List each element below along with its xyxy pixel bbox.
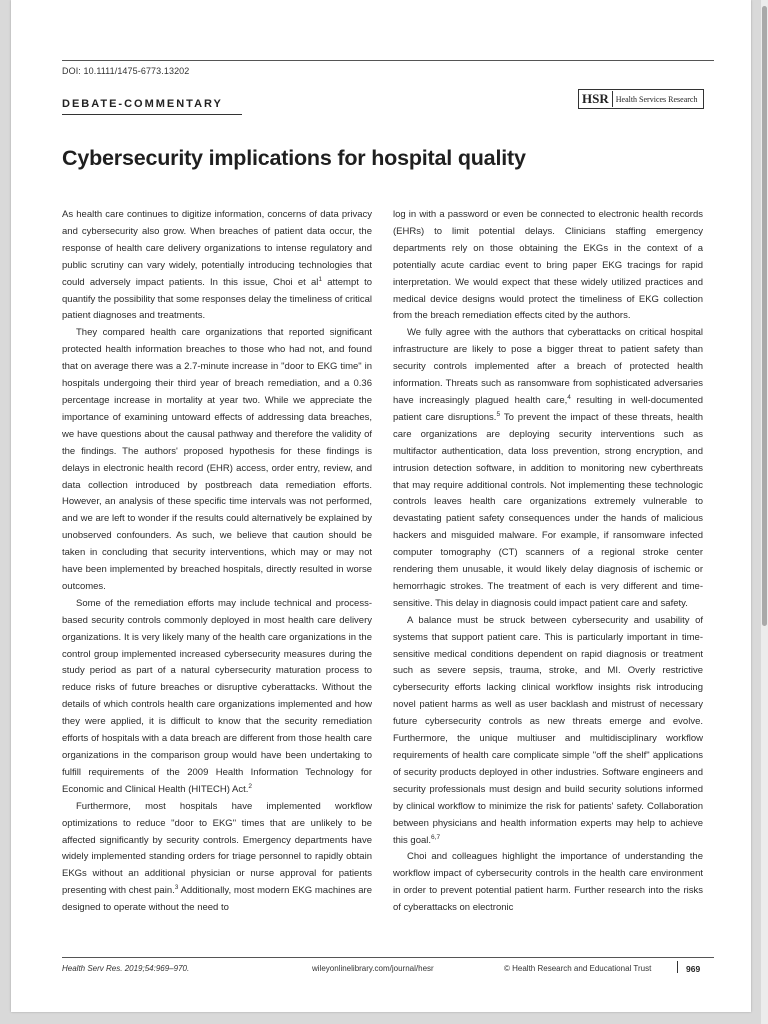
- citation-ref[interactable]: 1: [318, 275, 322, 283]
- footer-copyright: © Health Research and Educational Trust: [504, 964, 652, 973]
- scrollbar-track[interactable]: [761, 0, 768, 1024]
- journal-logo: [578, 89, 704, 109]
- citation-ref[interactable]: 6,7: [431, 833, 441, 841]
- article-title: Cybersecurity implications for hospital quality: [62, 146, 526, 170]
- document-page: [11, 0, 751, 1012]
- footer-rule: [62, 957, 714, 958]
- footer-separator: [677, 961, 678, 973]
- page-number: 969: [686, 964, 701, 974]
- scrollbar-thumb[interactable]: [762, 6, 767, 626]
- paragraph: A balance must be struck between cybersecurity and usability of systems that support patient care. This is particularly important in time-sensitive medical conditions dependent on rapid diagnosis or treatment such as severe sepsis, trauma, stroke, and MI. Overly restrictive cybersecurity efforts lacking clinical workflow insights risk introducing novel patient harms as well as user backlash and mistrust of necessary future cybersecurity controls as new threats emerge and evolve. Furthermore, the unique multiuser and multidisciplinary workflow requirements of health care complicate simple "off the shelf" applications of security products deployed in other industries. Software engineers and security professionals must design and build security solutions informed by clinical workflow to minimize the risk for patients' safety. Collaboration between physicians and health information experts may help to achieve this goal.$^{6,7}$: [393, 614, 703, 846]
- citation-ref[interactable]: 3: [174, 884, 179, 892]
- paragraph: Furthermore, most hospitals have implemented workflow optimizations to reduce "door to EKG" times that are unlikely to be affected significantly by security controls. Emergency departments have widely implemented standing orders for triage personnel to rapidly obtain EKGs without an additional physician or nurse approval for patients presenting with chest pain.$^3$ Additionally, most modern EKG machines are designed to operate without the need to: [62, 800, 372, 914]
- article-column-left: [62, 207, 372, 917]
- header-rule: [62, 60, 714, 61]
- journal-logo-name: Health Services Research: [615, 94, 698, 104]
- article-column-right: [393, 207, 703, 917]
- footer-citation: Health Serv Res. 2019;54:969–970.: [62, 964, 190, 973]
- paragraph: As health care continues to digitize information, concerns of data privacy and cybersecurity also grow. When breaches of patient data occur, the response of health care delivery organizations to intense regulatory and public scrutiny can vary widely, potentially introducing technologies that could adversely impact patients. In this issue, Choi et $al^1$ attempt to quantify the possibility that some responses delay the timeliness of critical patient diagnoses and treatments.: [62, 209, 372, 322]
- citation-ref[interactable]: 2: [248, 782, 252, 790]
- citation-ref[interactable]: 5: [496, 410, 501, 418]
- paragraph: They compared health care organizations that reported significant protected health information breaches to those who had not, and found that on average there was a 2.7-minute increase in "door to EKG time" in hospitals undergoing their third year of breach remediation, and a 0.36 percentage increase in mortality at year two. While we appreciate the importance of examining untoward effects of addressing data breaches, we have questions about the causal pathway and therefore the validity of the findings. The authors' proposed hypothesis for these findings is delays in electronic health record (EHR) access, order entry, review, and data collection introduced by postbreach data remediation efforts. However, an analysis of these specific time intervals was not performed, and we are left to wonder if the results could alternatively be explained by unobserved confounders. As such, we believe that caution should be taken in concluding that security interventions, which may or may not have been implemented by breached hospitals, directly resulted in worse outcomes.: [62, 327, 372, 592]
- citation-ref[interactable]: 4: [567, 393, 571, 401]
- paragraph: Some of the remediation efforts may include technical and process-based security controls commonly deployed in most health care delivery organizations. It is very likely many of the health care organizations in the control group implemented increased cybersecurity measures during the study period as part of a natural cybersecurity maturation process to reduce risks of future breaches or disruptive cyberattacks. Without the details of which controls health care organizations implemented and how they were applied, it is difficult to know that the security remediation efforts of hospitals with a data breach are different from those health care organizations in the comparison group would have been undertaking to fulfill requirements of the 2009 Health Information Technology for Economic and Clinical Health (HITECH) Act.$^2$: [62, 597, 372, 795]
- section-label: DEBATE-COMMENTARY: [62, 98, 223, 110]
- doi-text[interactable]: DOI: 10.1111/1475-6773.13202: [62, 66, 190, 76]
- footer-url-link[interactable]: wileyonlinelibrary.com/journal/hesr: [312, 964, 434, 973]
- journal-logo-mark: HSR: [579, 91, 613, 107]
- section-underline: [62, 114, 242, 115]
- paragraph: Choi and colleagues highlight the importance of understanding the workflow impact of cybersecurity controls in the health care environment in order to prevent potential patient harm. Further research into the risks of cyberattacks on electronic: [393, 851, 703, 914]
- paragraph: log in with a password or even be connected to electronic health records (EHRs) to limit potential delays. Clinicians staffing emergency departments rely on those obtaining the EKGs in the context of a potentially acute cardiac event to bring paper EKG tracings for rapid interpretation. We would expect that these widely utilized practices and medical device designs would protect the timeliness of EKG collection from the breach remediation effects cited by the authors.: [393, 209, 703, 322]
- paragraph: We fully agree with the authors that cyberattacks on critical hospital infrastructure are likely to pose a bigger threat to patient safety than security controls implemented after a breach of protected health information. Threats such as ransomware from sophisticated adversaries have increasingly plagued health care,$^4$ resulting in well-documented patient care disruptions.$^5$ To prevent the impact of these threats, health care organizations are deploying security interventions such as multifactor authentication, data loss prevention, strong encryption, and intrusion detection software, in addition to monitoring new cyberthreats that may require additional controls. Not implementing these technologic controls leaves health care organizations extremely vulnerable to devastating patient safety consequences under the hands of malicious hackers and misguided malware. For example, if ransomware infected computer tomography (CT) scanners of a regional stroke center rendering them unusable, it would likely delay diagnosis of ischemic or hemorrhagic strokes. The treatment of each is very different and time-sensitive. This delay in diagnosis could impact patient care and safety.: [393, 327, 703, 609]
